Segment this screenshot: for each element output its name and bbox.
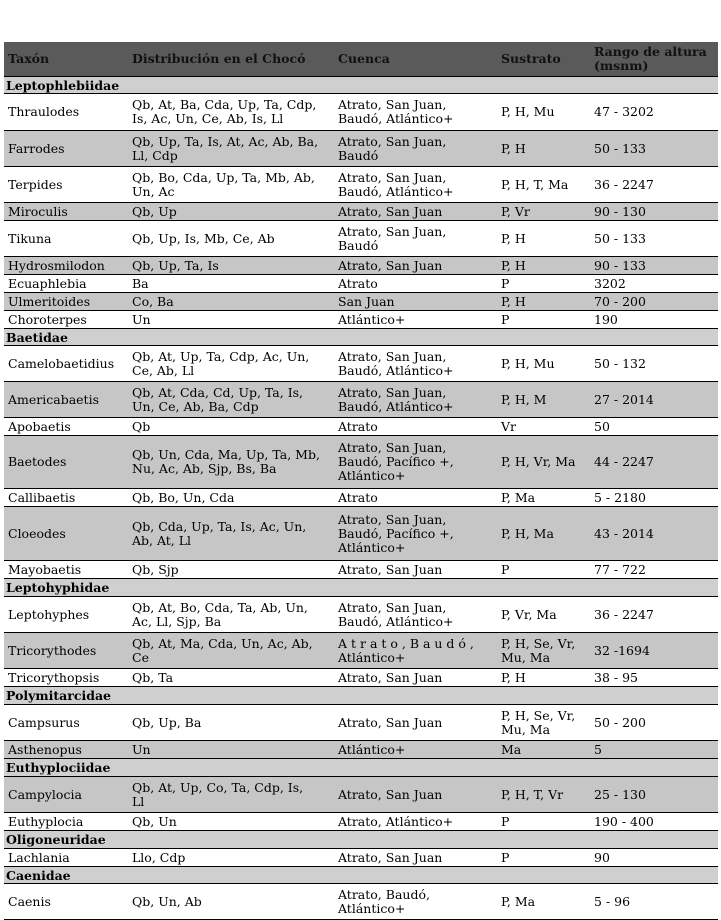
taxon-cell: Campylocia	[8, 786, 82, 802]
table-header	[4, 42, 718, 77]
altitude-range-cell: 190	[594, 311, 618, 327]
distribution-cell: Qb, Un, Ab	[132, 893, 202, 909]
taxon-row	[4, 221, 718, 257]
distribution-cell: Qb, Cda, Up, Ta, Is, Ac, Un, Ab, At, Ll	[132, 518, 307, 548]
taxon-row	[4, 705, 718, 741]
altitude-range-cell: 50 - 132	[594, 355, 646, 371]
basin-cell: Atrato, San Juan	[338, 257, 443, 273]
basin-cell: Atrato, San Juan, Baudó, Pacífico +, Atlántico+	[338, 511, 454, 555]
taxon-row	[4, 203, 718, 221]
taxon-row	[4, 597, 718, 633]
altitude-range-cell: 5 - 2180	[594, 489, 646, 505]
altitude-range-cell: 50	[594, 418, 610, 434]
taxon-row	[4, 741, 718, 759]
taxon-row	[4, 633, 718, 669]
taxon-cell: Apobaetis	[8, 418, 71, 434]
taxon-cell: Tricorythopsis	[8, 669, 100, 685]
distribution-cell: Ba	[132, 275, 149, 291]
taxon-row	[4, 418, 718, 436]
taxon-row	[4, 849, 718, 867]
basin-cell: Atlántico+	[338, 311, 406, 327]
taxon-cell: Farrodes	[8, 140, 65, 156]
basin-cell: Atrato, Baudó, Atlántico+	[338, 886, 430, 916]
distribution-cell: Llo, Cdp	[132, 849, 186, 865]
taxon-cell: Thraulodes	[8, 104, 80, 119]
altitude-range-cell: 25 - 130	[594, 786, 646, 802]
substrate-cell: P, H	[501, 293, 526, 309]
taxon-cell: Euthyplocia	[8, 813, 84, 829]
taxon-row	[4, 311, 718, 329]
family-name: Caenidae	[6, 867, 71, 883]
family-name: Euthyplociidae	[6, 760, 111, 775]
taxon-cell: Miroculis	[8, 203, 68, 219]
taxon-cell: Leptohyphes	[8, 606, 90, 622]
substrate-cell: P, H	[501, 257, 526, 273]
altitude-range-cell: 3202	[594, 275, 626, 291]
taxon-cell: Americabaetis	[8, 391, 99, 407]
substrate-cell: P, H, Se, Vr, Mu, Ma	[501, 635, 576, 665]
family-row	[4, 687, 718, 705]
substrate-cell: P, Vr, Ma	[501, 606, 557, 622]
distribution-cell: Qb, Up, Ta, Is	[132, 257, 219, 273]
substrate-cell: Vr	[501, 418, 517, 434]
taxon-row	[4, 561, 718, 579]
altitude-range-cell: 50 - 133	[594, 140, 646, 156]
taxon-row	[4, 884, 718, 920]
distribution-cell: Qb, Bo, Un, Cda	[132, 489, 235, 505]
distribution-cell: Qb, At, Up, Co, Ta, Cdp, Is, Ll	[132, 779, 304, 809]
family-name: Baetidae	[6, 329, 68, 345]
substrate-cell: P	[501, 561, 510, 577]
altitude-range-cell: 47 - 3202	[594, 104, 654, 119]
taxon-row	[4, 94, 718, 131]
col-header-taxon: Taxón	[8, 51, 50, 66]
basin-cell: Atrato, San Juan	[338, 714, 443, 730]
family-name: Polymitarcidae	[6, 688, 111, 703]
taxon-row	[4, 489, 718, 507]
distribution-cell: Qb, At, Ma, Cda, Un, Ac, Ab, Ce	[132, 635, 313, 665]
col-header-basin: Cuenca	[338, 51, 390, 66]
substrate-cell: P, Vr	[501, 203, 530, 219]
distribution-cell: Qb, Un, Cda, Ma, Up, Ta, Mb, Nu, Ac, Ab, Sjp, Bs, Ba	[132, 447, 320, 476]
altitude-range-cell: 43 - 2014	[594, 525, 654, 541]
taxon-row	[4, 777, 718, 813]
altitude-range-cell: 90	[594, 849, 610, 865]
taxon-cell: Mayobaetis	[8, 561, 82, 577]
substrate-cell: P, Ma	[501, 893, 536, 909]
taxon-cell: Lachlania	[8, 849, 70, 865]
basin-cell: Atrato, San Juan, Baudó, Atlántico+	[338, 97, 454, 126]
altitude-range-cell: 70 - 200	[594, 293, 646, 309]
taxon-row	[4, 257, 718, 275]
altitude-range-cell: 77 - 722	[594, 561, 646, 577]
distribution-cell: Qb, Up, Is, Mb, Ce, Ab	[132, 230, 275, 246]
taxon-cell: Asthenopus	[8, 741, 82, 757]
substrate-cell: P	[501, 813, 510, 829]
distribution-cell: Qb, Ta	[132, 669, 174, 685]
taxon-cell: Hydrosmilodon	[8, 257, 105, 273]
substrate-cell: P	[501, 849, 510, 865]
family-row	[4, 867, 718, 884]
taxon-row	[4, 507, 718, 561]
basin-cell: A t r a t o , B a u d ó , Atlántico+	[338, 635, 474, 665]
altitude-range-cell: 5	[594, 741, 602, 757]
distribution-cell: Qb	[132, 418, 151, 434]
altitude-range-cell: 38 - 95	[594, 669, 638, 685]
basin-cell: Atrato	[338, 489, 378, 505]
altitude-range-cell: 50 - 133	[594, 230, 646, 246]
distribution-cell: Qb, At, Ba, Cda, Up, Ta, Cdp, Is, Ac, Un, Ce, Ab, Is, Ll	[132, 97, 317, 126]
substrate-cell: P, H, Vr, Ma	[501, 454, 576, 469]
taxon-row	[4, 275, 718, 293]
col-header-distribution: Distribución en el Chocó	[132, 51, 306, 66]
basin-cell: Atrato, San Juan, Baudó	[338, 133, 447, 163]
altitude-range-cell: 36 - 2247	[594, 176, 654, 192]
distribution-cell: Qb, Sjp	[132, 561, 179, 577]
taxon-cell: Ecuaphlebia	[8, 275, 87, 291]
taxon-row	[4, 293, 718, 311]
distribution-cell: Qb, Up	[132, 203, 177, 219]
distribution-cell: Qb, Un	[132, 813, 177, 829]
distribution-cell: Co, Ba	[132, 293, 174, 309]
distribution-cell: Qb, At, Cda, Cd, Up, Ta, Is, Un, Ce, Ab, Ba, Cdp	[132, 384, 304, 414]
family-name: Leptophlebiidae	[6, 77, 120, 93]
col-header-altitude: Rango de altura (msnm)	[594, 44, 707, 73]
taxon-row	[4, 813, 718, 831]
distribution-cell: Un	[132, 741, 151, 757]
substrate-cell: P, H	[501, 230, 526, 246]
altitude-range-cell: 32 -1694	[594, 642, 650, 658]
taxon-row	[4, 382, 718, 418]
distribution-cell: Qb, Bo, Cda, Up, Ta, Mb, Ab, Un, Ac	[132, 169, 315, 199]
substrate-cell: P, H, Se, Vr, Mu, Ma	[501, 707, 576, 737]
basin-cell: Atrato, San Juan, Baudó	[338, 223, 447, 253]
taxon-cell: Baetodes	[8, 454, 67, 469]
basin-cell: Atrato	[338, 418, 378, 434]
taxon-row	[4, 131, 718, 167]
family-name: Oligoneuridae	[6, 832, 106, 847]
basin-cell: Atrato, San Juan	[338, 849, 443, 865]
altitude-range-cell: 36 - 2247	[594, 606, 654, 622]
distribution-cell: Qb, At, Up, Ta, Cdp, Ac, Un, Ce, Ab, Ll	[132, 348, 310, 378]
substrate-cell: P, H, Mu	[501, 104, 555, 119]
substrate-cell: P, H, T, Ma	[501, 176, 569, 192]
taxon-row	[4, 436, 718, 489]
substrate-cell: P, H	[501, 669, 526, 685]
substrate-cell: P	[501, 275, 510, 291]
basin-cell: Atrato, Atlántico+	[338, 813, 454, 829]
basin-cell: Atrato, San Juan	[338, 561, 443, 577]
taxon-cell: Cloeodes	[8, 525, 66, 541]
altitude-range-cell: 90 - 133	[594, 257, 646, 273]
substrate-cell: P, H, Ma	[501, 525, 554, 541]
family-row	[4, 831, 718, 849]
substrate-cell: P, H, Mu	[501, 355, 555, 371]
substrate-cell: P, H, M	[501, 391, 547, 407]
basin-cell: Atrato, San Juan	[338, 786, 443, 802]
family-row	[4, 759, 718, 777]
taxon-cell: Campsurus	[8, 714, 80, 730]
altitude-range-cell: 27 - 2014	[594, 391, 654, 407]
basin-cell: Atrato, San Juan	[338, 669, 443, 685]
altitude-range-cell: 44 - 2247	[594, 454, 654, 469]
altitude-range-cell: 90 - 130	[594, 203, 646, 219]
taxon-cell: Choroterpes	[8, 311, 87, 327]
basin-cell: Atrato, San Juan, Baudó, Atlántico+	[338, 599, 454, 629]
family-name: Leptohyphidae	[6, 580, 110, 595]
taxon-cell: Ulmeritoides	[8, 293, 91, 309]
substrate-cell: Ma	[501, 741, 522, 757]
basin-cell: Atrato, San Juan, Baudó, Atlántico+	[338, 169, 454, 199]
taxon-cell: Caenis	[8, 893, 51, 909]
taxon-row	[4, 167, 718, 203]
basin-cell: Atrato	[338, 275, 378, 291]
taxa-table	[4, 42, 718, 920]
distribution-cell: Qb, Up, Ba	[132, 714, 202, 730]
taxon-cell: Camelobaetidius	[8, 355, 115, 371]
basin-cell: Atrato, San Juan, Baudó, Atlántico+	[338, 348, 454, 378]
substrate-cell: P	[501, 311, 510, 327]
altitude-range-cell: 50 - 200	[594, 714, 646, 730]
basin-cell: Atrato, San Juan	[338, 203, 443, 219]
substrate-cell: P, H	[501, 140, 526, 156]
taxon-row	[4, 669, 718, 687]
taxon-row	[4, 346, 718, 382]
col-header-substrate: Sustrato	[501, 51, 561, 66]
distribution-cell: Qb, Up, Ta, Is, At, Ac, Ab, Ba, Ll, Cdp	[132, 133, 319, 163]
basin-cell: Atrato, San Juan, Baudó, Pacífico +, Atlántico+	[338, 440, 454, 483]
taxon-cell: Tricorythodes	[8, 642, 97, 658]
family-row	[4, 329, 718, 346]
taxon-cell: Terpides	[8, 176, 63, 192]
substrate-cell: P, H, T, Vr	[501, 786, 564, 802]
basin-cell: Atlántico+	[338, 741, 406, 757]
taxon-cell: Tikuna	[8, 230, 52, 246]
basin-cell: San Juan	[338, 293, 395, 309]
taxon-cell: Callibaetis	[8, 489, 76, 505]
altitude-range-cell: 5 - 96	[594, 893, 631, 909]
altitude-range-cell: 190 - 400	[594, 813, 654, 829]
basin-cell: Atrato, San Juan, Baudó, Atlántico+	[338, 384, 454, 414]
family-row	[4, 579, 718, 597]
distribution-cell: Un	[132, 311, 151, 327]
family-row	[4, 77, 718, 94]
substrate-cell: P, Ma	[501, 489, 536, 505]
distribution-cell: Qb, At, Bo, Cda, Ta, Ab, Un, Ac, Ll, Sjp, Ba	[132, 599, 308, 629]
